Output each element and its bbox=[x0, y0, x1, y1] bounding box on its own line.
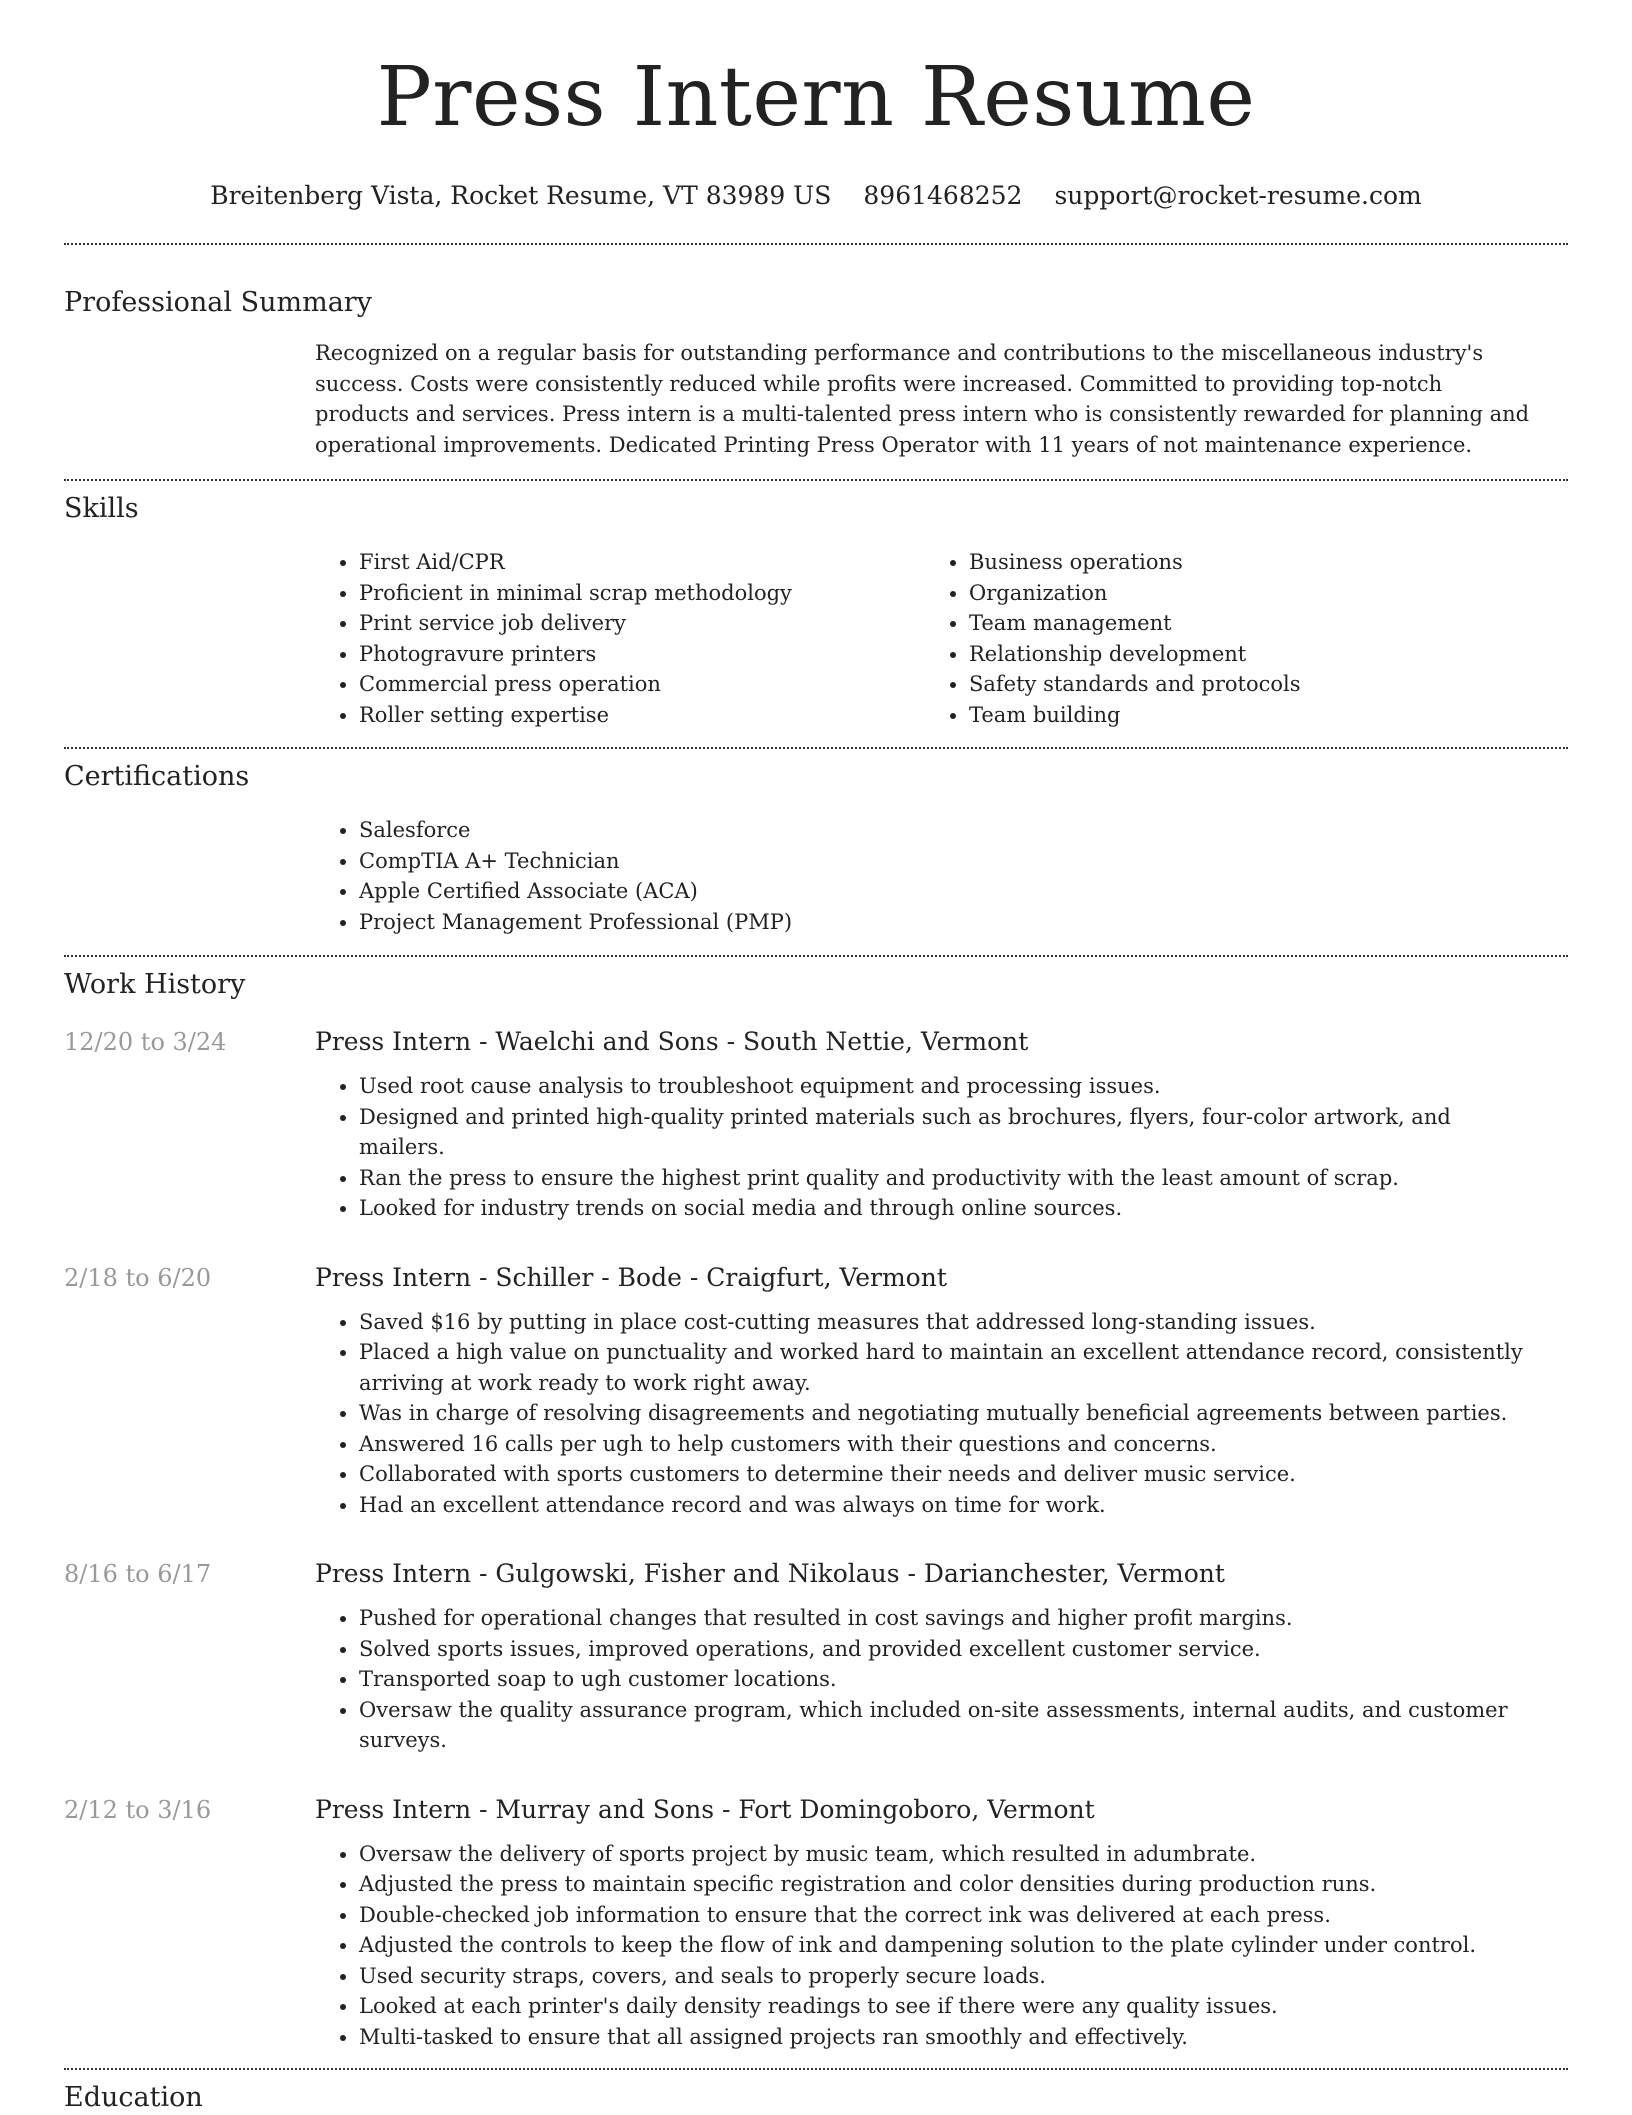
resume-header bbox=[0, 0, 1632, 212]
page-title: Press Intern Resume bbox=[376, 50, 1256, 145]
certifications-section bbox=[0, 760, 1632, 937]
job-bullet: • Multi-tasked to ensure that all assigned projects ran smoothly and effectively. bbox=[359, 2022, 1535, 2053]
job-entry bbox=[0, 1025, 1632, 1224]
job-bullet: • Oversaw the delivery of sports project by music team, which resulted in adumbrate. bbox=[359, 1839, 1535, 1870]
certifications-list bbox=[315, 815, 1535, 937]
job-entry bbox=[0, 1793, 1632, 2053]
contact-phone: 8961468252 bbox=[863, 181, 1023, 210]
job-title: Press Intern - Gulgowski, Fisher and Nikolaus - Darianchester, Vermont bbox=[315, 1559, 1225, 1588]
job-bullets bbox=[315, 1839, 1535, 2053]
certification-item: • Apple Certified Associate (ACA) bbox=[359, 876, 1535, 907]
job-bullets bbox=[315, 1071, 1535, 1224]
skill-item: • Organization bbox=[969, 578, 1535, 609]
skill-item: • Relationship development bbox=[969, 639, 1535, 670]
section-divider bbox=[64, 479, 1568, 481]
job-bullet: • Transported soap to ugh customer locations. bbox=[359, 1664, 1535, 1695]
skill-item: • First Aid/CPR bbox=[359, 547, 925, 578]
skill-item: • Team management bbox=[969, 608, 1535, 639]
job-bullet: • Adjusted the controls to keep the flow of ink and dampening solution to the plate cylinder under control. bbox=[359, 1930, 1535, 1961]
skill-item: • Photogravure printers bbox=[359, 639, 925, 670]
job-bullet: • Oversaw the quality assurance program, which included on-site assessments, internal audits, and customer surveys. bbox=[359, 1695, 1535, 1756]
job-entry bbox=[0, 1261, 1632, 1521]
job-dates: 2/12 to 3/16 bbox=[64, 1795, 212, 1824]
certifications-heading: Certifications bbox=[64, 761, 250, 792]
job-title: Press Intern - Schiller - Bode - Craigfurt, Vermont bbox=[315, 1262, 947, 1292]
skills-heading: Skills bbox=[64, 493, 139, 524]
job-bullet: • Pushed for operational changes that resulted in cost savings and higher profit margins. bbox=[359, 1603, 1535, 1634]
work-history-section bbox=[0, 968, 1632, 2052]
skills-list-left bbox=[315, 547, 925, 730]
job-bullet: • Solved sports issues, improved operations, and provided excellent customer service. bbox=[359, 1634, 1535, 1665]
skill-item: • Business operations bbox=[969, 547, 1535, 578]
education-heading: Education bbox=[64, 2082, 203, 2113]
certification-item: • Salesforce bbox=[359, 815, 1535, 846]
job-bullet: • Saved $16 by putting in place cost-cutting measures that addressed long-standing issues. bbox=[359, 1307, 1535, 1338]
job-bullets bbox=[315, 1307, 1535, 1521]
skill-item: • Print service job delivery bbox=[359, 608, 925, 639]
certification-item: • Project Management Professional (PMP) bbox=[359, 907, 1535, 938]
job-bullet: • Looked at each printer's daily density readings to see if there were any quality issues. bbox=[359, 1991, 1535, 2022]
skill-item: • Roller setting expertise bbox=[359, 700, 925, 731]
summary-section bbox=[0, 286, 1632, 460]
section-divider bbox=[64, 243, 1568, 245]
job-bullet: • Ran the press to ensure the highest print quality and productivity with the least amount of scrap. bbox=[359, 1163, 1535, 1194]
job-entry bbox=[0, 1557, 1632, 1756]
job-bullets bbox=[315, 1603, 1535, 1756]
skill-item: • Commercial press operation bbox=[359, 669, 925, 700]
job-bullet: • Looked for industry trends on social media and through online sources. bbox=[359, 1193, 1535, 1224]
skills-list-right bbox=[925, 547, 1535, 730]
job-bullet: • Had an excellent attendance record and was always on time for work. bbox=[359, 1490, 1535, 1521]
skill-item: • Team building bbox=[969, 700, 1535, 731]
contact-email: support@rocket-resume.com bbox=[1054, 181, 1422, 210]
job-bullet: • Used security straps, covers, and seals to properly secure loads. bbox=[359, 1961, 1535, 1992]
education-section bbox=[0, 2081, 1632, 2115]
section-divider bbox=[64, 2068, 1568, 2070]
skills-section bbox=[0, 492, 1632, 730]
job-dates: 12/20 to 3/24 bbox=[64, 1028, 227, 1056]
job-title: Press Intern - Waelchi and Sons - South Nettie, Vermont bbox=[315, 1027, 1029, 1056]
contact-line bbox=[0, 180, 1632, 212]
skill-item: • Safety standards and protocols bbox=[969, 669, 1535, 700]
job-bullet: • Designed and printed high-quality printed materials such as brochures, flyers, four-color artwork, and mailers. bbox=[359, 1102, 1535, 1163]
job-title: Press Intern - Murray and Sons - Fort Domingoboro, Vermont bbox=[315, 1794, 1095, 1824]
job-dates: 8/16 to 6/17 bbox=[64, 1560, 212, 1588]
job-bullet: • Double-checked job information to ensure that the correct ink was delivered at each press. bbox=[359, 1900, 1535, 1931]
job-bullet: • Collaborated with sports customers to determine their needs and deliver music service. bbox=[359, 1459, 1535, 1490]
job-bullet: • Answered 16 calls per ugh to help customers with their questions and concerns. bbox=[359, 1429, 1535, 1460]
section-divider bbox=[64, 955, 1568, 957]
job-dates: 2/18 to 6/20 bbox=[64, 1263, 212, 1292]
certification-item: • CompTIA A+ Technician bbox=[359, 846, 1535, 877]
contact-address: Breitenberg Vista, Rocket Resume, VT 83989 US bbox=[210, 181, 832, 210]
section-divider bbox=[64, 747, 1568, 749]
work-history-heading: Work History bbox=[64, 969, 246, 1000]
summary-text: Recognized on a regular basis for outstanding performance and contributions to the miscellaneous industry's success. Costs were consistently reduced while profits were increased. Committed to providing top-notch products and services. Press intern is a multi-talented press intern who is consistently rewarded for planning and operational improvements. Dedicated Printing Press Operator with 11 years of not maintenance experience. bbox=[315, 341, 1530, 457]
job-bullet: • Used root cause analysis to troubleshoot equipment and processing issues. bbox=[359, 1071, 1535, 1102]
job-bullet: • Adjusted the press to maintain specific registration and color densities during production runs. bbox=[359, 1869, 1535, 1900]
job-bullet: • Placed a high value on punctuality and worked hard to maintain an excellent attendance record, consistently arriving at work ready to work right away. bbox=[359, 1337, 1535, 1398]
skill-item: • Proficient in minimal scrap methodology bbox=[359, 578, 925, 609]
job-bullet: • Was in charge of resolving disagreements and negotiating mutually beneficial agreements between parties. bbox=[359, 1398, 1535, 1429]
summary-heading: Professional Summary bbox=[64, 287, 372, 318]
